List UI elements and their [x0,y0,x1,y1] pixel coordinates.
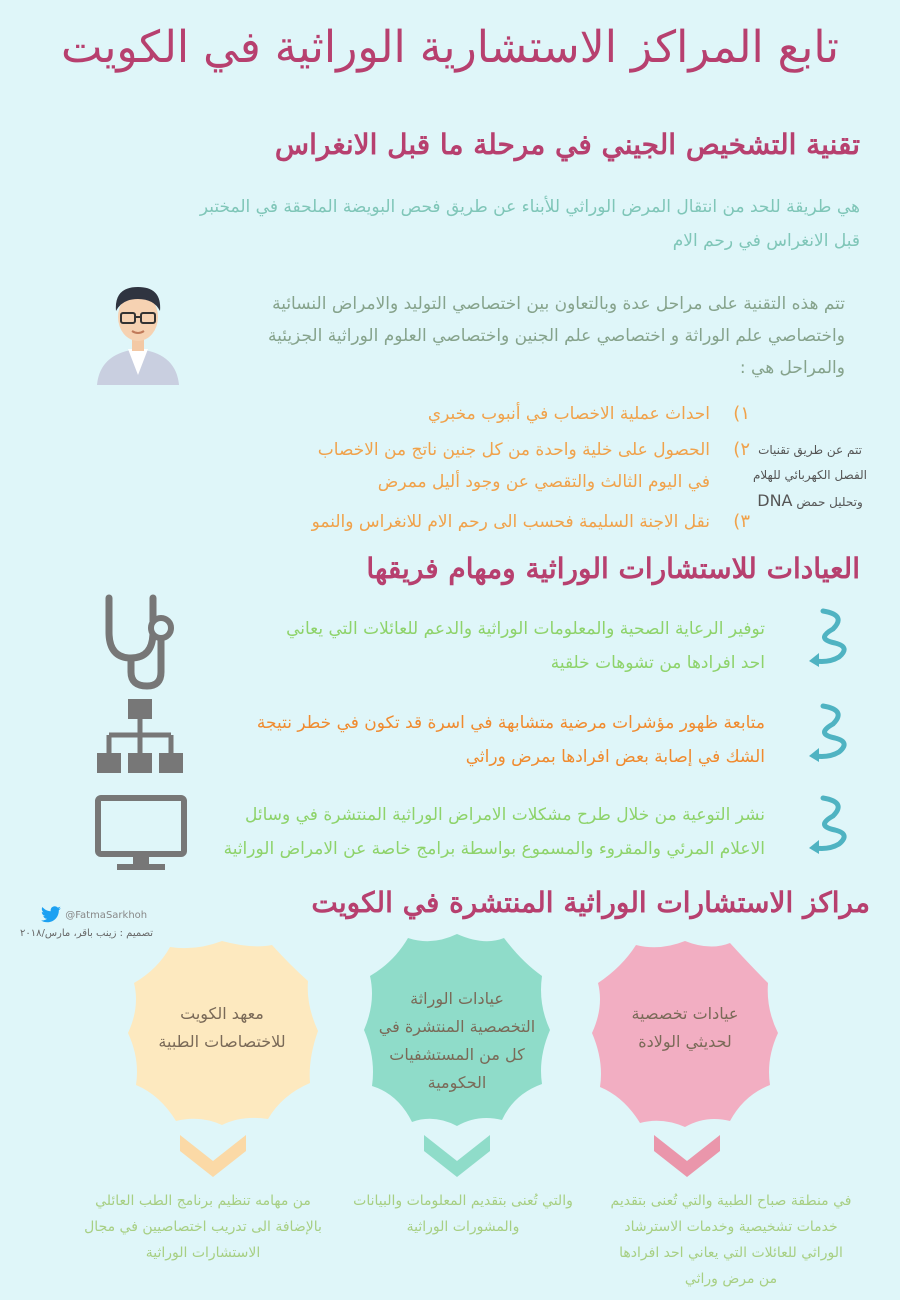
center-label-kuwait-institute [142,1000,302,1056]
center-label-genetic-clinics [377,985,537,1097]
step-number: ٣) [733,511,750,532]
tech-prefix: وتحليل حمض [796,495,863,509]
center-desc-line: من مرض وراثي [684,1271,778,1287]
step-number: ٢) [733,439,750,460]
center-description-newborn-clinics [600,1188,862,1292]
stages-line: والمراحل هي : [739,358,845,378]
swirl-arrow-icon [805,700,855,762]
clinic-task-line: متابعة ظهور مؤشرات مرضية متشابهة في اسرة قد تكون في خطر نتيجة [256,713,765,733]
center-label-line: التخصصية المنتشرة في [378,1017,536,1036]
center-description-kuwait-institute [72,1188,334,1266]
chevron-down-icon [178,1133,248,1178]
center-label-newborn-clinics [605,1000,765,1056]
center-description-genetic-clinics [332,1188,594,1240]
section-heading-clinics: العيادات للاستشارات الوراثية ومهام فريقها [366,552,860,585]
section-heading-centers: مراكز الاستشارات الوراثية المنتشرة في الكويت [311,886,870,919]
clinic-task-line: احد افرادها من تشوهات خلقية [550,653,765,673]
center-label-line: كل من المستشفيات [389,1045,525,1064]
tech-line [740,488,880,515]
center-desc-line: الاستشارات الوراثية [145,1245,261,1261]
pgd-intro-line: هي طريقة للحد من انتقال المرض الوراثي للأبناء عن طريق فحص البويضة الملحقة في المختبر [199,197,860,217]
step-text: نقل الاجنة السليمة فحسب الى رحم الام للانغراس والنمو [311,512,710,532]
center-label-line: عيادات تخصصية [631,1004,739,1023]
step-text: الحصول على خلية واحدة من كل جنين ناتج من الاخصاب [317,440,710,460]
clinic-task-3 [145,798,765,866]
center-desc-line: الوراثي للعائلات التي يعاني احد افرادها [619,1245,843,1261]
pgd-intro-line: قبل الانغراس في رحم الام [672,231,860,251]
chevron-down-icon [652,1133,722,1178]
clinic-task-line: نشر التوعية من خلال طرح مشكلات الامراض الوراثية المنتشرة في وسائل [244,805,765,825]
twitter-bird-icon [40,906,62,924]
center-desc-line: في منطقة صباح الطبية والتي تُعنى بتقديم [610,1193,852,1209]
clinic-task-line: الشك في إصابة بعض افرادها بمرض وراثي [465,747,765,767]
center-desc-line: خدمات تشخيصية وخدمات الاسترشاد [624,1219,838,1235]
pgd-techniques-note [740,438,880,515]
twitter-credit [40,906,147,924]
center-label-line: لحديثي الولادة [638,1032,732,1051]
section-heading-pgd: تقنية التشخيص الجيني في مرحلة ما قبل الانغراس [274,128,860,161]
doctor-avatar-icon [92,275,184,385]
pgd-intro [40,190,860,258]
step-text: احداث عملية الاخصاب في أنبوب مخبري [427,404,710,424]
pgd-step-1 [230,398,750,430]
clinic-task-2 [145,706,765,774]
center-label-line: معهد الكويت [180,1004,264,1023]
clinic-task-line: الاعلام المرئي والمقروء والمسموع بواسطة برامج خاصة عن الامراض الوراثية [223,839,765,859]
stages-line: تتم هذه التقنية على مراحل عدة وبالتعاون بين اختصاصي التوليد والامراض النسائية [272,294,845,314]
page-title: تابع المراكز الاستشارية الوراثية في الكويت [60,22,839,73]
pgd-step-2 [230,434,750,498]
design-credit: تصميم : زينب باقر، مارس/٢٠١٨ [20,928,154,939]
twitter-handle: @FatmaSarkhoh [65,910,148,921]
tech-line: الفصل الكهربائي للهلام [752,468,868,482]
pgd-stages-intro [195,288,845,384]
center-label-line: عيادات الوراثة [410,989,504,1008]
center-label-line: الحكومية [427,1073,487,1092]
step-number: ١) [733,403,750,424]
swirl-arrow-icon [805,605,855,667]
stages-line: واختصاصي علم الوراثة و اختصاصي علم الجنين واختصاصي العلوم الوراثية الجزيئية [267,326,845,346]
center-desc-line: والتي تُعنى بتقديم المعلومات والبيانات [353,1193,573,1209]
center-desc-line: بالإضافة الى تدريب اختصاصيين في مجال [84,1219,322,1235]
center-desc-line: من مهامه تنظيم برنامج الطب العائلي [95,1193,311,1209]
clinic-task-1 [145,612,765,680]
clinic-task-line: توفير الرعاية الصحية والمعلومات الوراثية والدعم للعائلات التي يعاني [286,619,765,639]
tech-line: تتم عن طريق تقنيات [758,443,862,457]
center-label-line: للاختصاصات الطبية [158,1032,286,1051]
center-desc-line: والمشورات الوراثية [406,1219,520,1235]
swirl-arrow-icon [805,792,855,854]
step-text: في اليوم الثالث والتقصي عن وجود أليل ممرض [377,472,710,492]
dna-label: DNA [757,491,793,510]
pgd-step-3 [230,506,750,538]
chevron-down-icon [422,1133,492,1178]
